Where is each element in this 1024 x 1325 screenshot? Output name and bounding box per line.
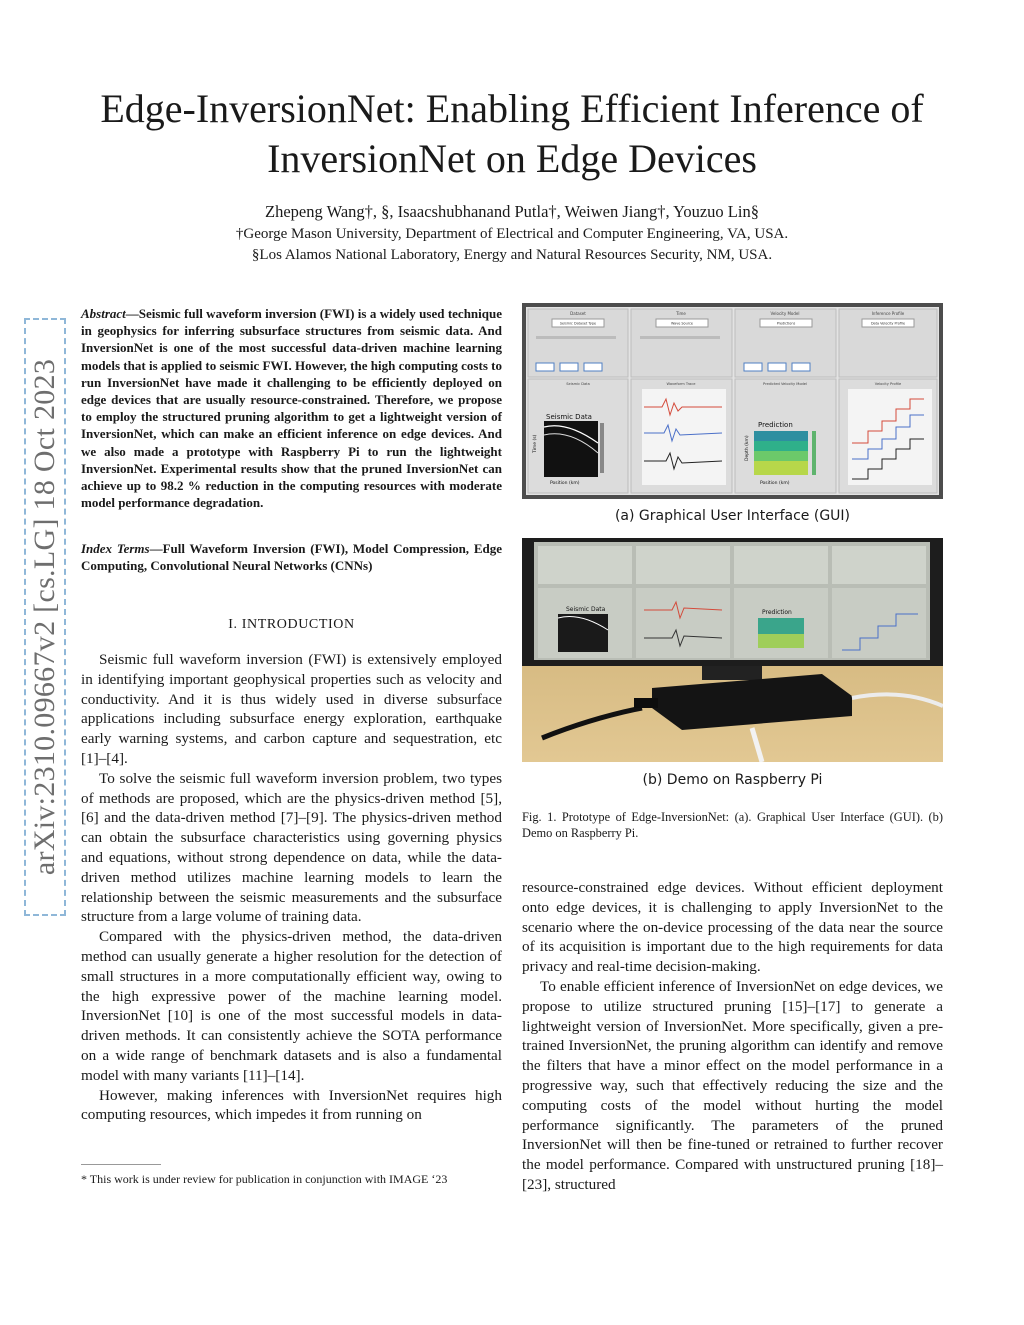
gui-plot-title: Waveform Trace — [666, 382, 696, 386]
waveform-plot — [642, 389, 726, 485]
gui-panel-title: Inference Profile — [871, 311, 905, 316]
monitor-seismic-label: Seismic Data — [566, 606, 606, 613]
seismic-plot-label: Seismic Data — [546, 413, 592, 421]
figure-gui — [522, 303, 943, 499]
figure-caption: Fig. 1. Prototype of Edge-InversionNet: (a). Graphical User Interface (GUI). (b) Demo on Raspberry Pi. — [522, 810, 943, 840]
prediction-xlabel: Position (km) — [760, 481, 790, 486]
paragraph: Compared with the physics-driven method, the data-driven method can usually generate a higher resolution for the detection of small structures in a more computationally efficient way, owing to the high expressive power of the machine learning model. InversionNet [10] is one of the most successful models in data-driven methods. It can consistently achieve the SOTA performance on a wide range of benchmark datasets and is also a fundamental model with many variants [11]–[14]. — [81, 928, 502, 1084]
seismic-ylabel: Time (s) — [533, 434, 538, 453]
paragraph: resource-constrained edge devices. Without efficient deployment onto edge devices, it is challenging to apply InversionNet to the scenario where the on-device processing of the data near the source of its acquisition is important due to the high requirements for data privacy and real-time decision-making. — [522, 879, 943, 976]
index-terms — [81, 540, 502, 574]
monitor-stand — [702, 666, 762, 680]
figure-caption-b: (b) Demo on Raspberry Pi — [642, 772, 823, 788]
affiliation-2: §Los Alamos National Laboratory, Energy and Natural Resources Security, NM, USA. — [251, 247, 773, 263]
footnote: * This work is under review for publication in conjunction with IMAGE ‘23 — [81, 1172, 448, 1186]
gui-dropdown-label: Data Velocity Profile — [870, 321, 906, 326]
velocity-profile-plot — [848, 389, 932, 485]
paragraph: To enable efficient inference of InversionNet on edge devices, we propose to utilize structured pruning [15]–[17] to generate a lightweight version of InversionNet. More specifically, given a pre-trained InversionNet, the pruning algorithm can identify and remove the filters that have a minor effect on the model performance in a progressive way, such that effectively reducing the size and the computing costs of the model without hurting the model performance significantly. The parameters of the pruned InversionNet will then be fine-tuned or retrained to further recover the model performance. Compared with unstructured pruning [18]–[23], structured — [522, 977, 943, 1193]
affiliation-1: †George Mason University, Department of Electrical and Computer Engineering, VA, USA. — [235, 226, 789, 242]
left-column-body — [81, 650, 502, 1125]
index-terms-lead: Index Terms — [81, 541, 150, 556]
gui-panel-title: Dataset — [570, 311, 586, 316]
gui-panel-title: Velocity Model — [770, 311, 800, 316]
title-line-2: InversionNet on Edge Devices — [267, 136, 757, 181]
gui-plot-title: Predicted Velocity Model — [762, 382, 808, 386]
author-list: Zhepeng Wang†, §, Isaacshubhanand Putla†, Weiwen Jiang†, Youzuo Lin§ — [265, 202, 759, 221]
paragraph: However, making inferences with InversionNet requires high computing resources, which impedes it from running on — [81, 1086, 502, 1124]
arxiv-stamp[interactable] — [24, 318, 66, 916]
seismic-xlabel: Position (km) — [550, 481, 580, 486]
arxiv-stamp-text: arXiv:2310.09667v2 [cs.LG] 18 Oct 2023 — [28, 358, 61, 876]
right-column-body — [522, 878, 943, 1195]
section-heading: I. INTRODUCTION — [228, 617, 355, 632]
figure-raspberry-pi-photo — [522, 538, 943, 762]
gui-control-panels — [528, 309, 937, 377]
abstract-lead: Abstract — [81, 306, 126, 321]
index-terms-text: —Full Waveform Inversion (FWI), Model Compression, Edge Computing, Convolutional Neural Networks (CNNs) — [81, 541, 502, 574]
gui-dropdown-label: Predictions — [776, 321, 796, 326]
paragraph: To solve the seismic full waveform inversion problem, two types of methods are proposed, which are the physics-driven method [5], [6] and the data-driven method [7]–[9]. The physics-driven method can obtain the subsurface characteristics using governing physics and equations, without strong dependence on data, while the data-driven method utilizes machine learning models to learn the relationship between the seismic measurements and the subsurface structure from a large volume of training data. — [81, 769, 502, 926]
footnote-rule — [81, 1164, 161, 1165]
abstract-text: —Seismic full waveform inversion (FWI) is a widely used technique in geophysics for inferring subsurface structures from seismic data. And InversionNet is one of the most successful data-driven machine learning models that is applied to seismic FWI. However, the high computing costs to run InversionNet have made it challenging to be efficiently deployed on edge devices that are usually resource-constrained. Therefore, we propose to employ the structured pruning algorithm to get a lightweight version of InversionNet, which can make an efficient inference on edge devices. And we also made a prototype with Raspberry Pi to run the lightweight InversionNet. Experimental results show that the pruned InversionNet can achieve up to 98.2 % reduction in the computing resources with moderate model performance degradation. — [81, 306, 502, 511]
gui-dropdown-label: Wave Source — [670, 321, 694, 326]
title-line-1: Edge-InversionNet: Enabling Efficient Inference of — [100, 86, 924, 131]
power-switch — [634, 698, 658, 708]
gui-plot-title: Velocity Profile — [874, 382, 902, 386]
gui-dropdown-label: Seismic Dataset Type — [559, 321, 597, 326]
paragraph: Seismic full waveform inversion (FWI) is extensively employed in identifying important geophysical properties such as velocity and conductivity. And it is thus widely used in diverse subsurface applications including subsurface energy exploration, earthquake early warning systems, and carbon capture and sequestration, etc [1]–[4]. — [81, 651, 502, 767]
prediction-plot-label: Prediction — [758, 421, 793, 429]
monitor-prediction-label: Prediction — [762, 609, 792, 616]
gui-plot-title: Seismic Data — [566, 382, 590, 386]
abstract — [81, 305, 502, 511]
figure-caption-a: (a) Graphical User Interface (GUI) — [614, 508, 851, 524]
prediction-ylabel: Depth (km) — [745, 435, 750, 461]
paper-title — [60, 84, 964, 184]
gui-panel-title: Time — [676, 311, 686, 316]
